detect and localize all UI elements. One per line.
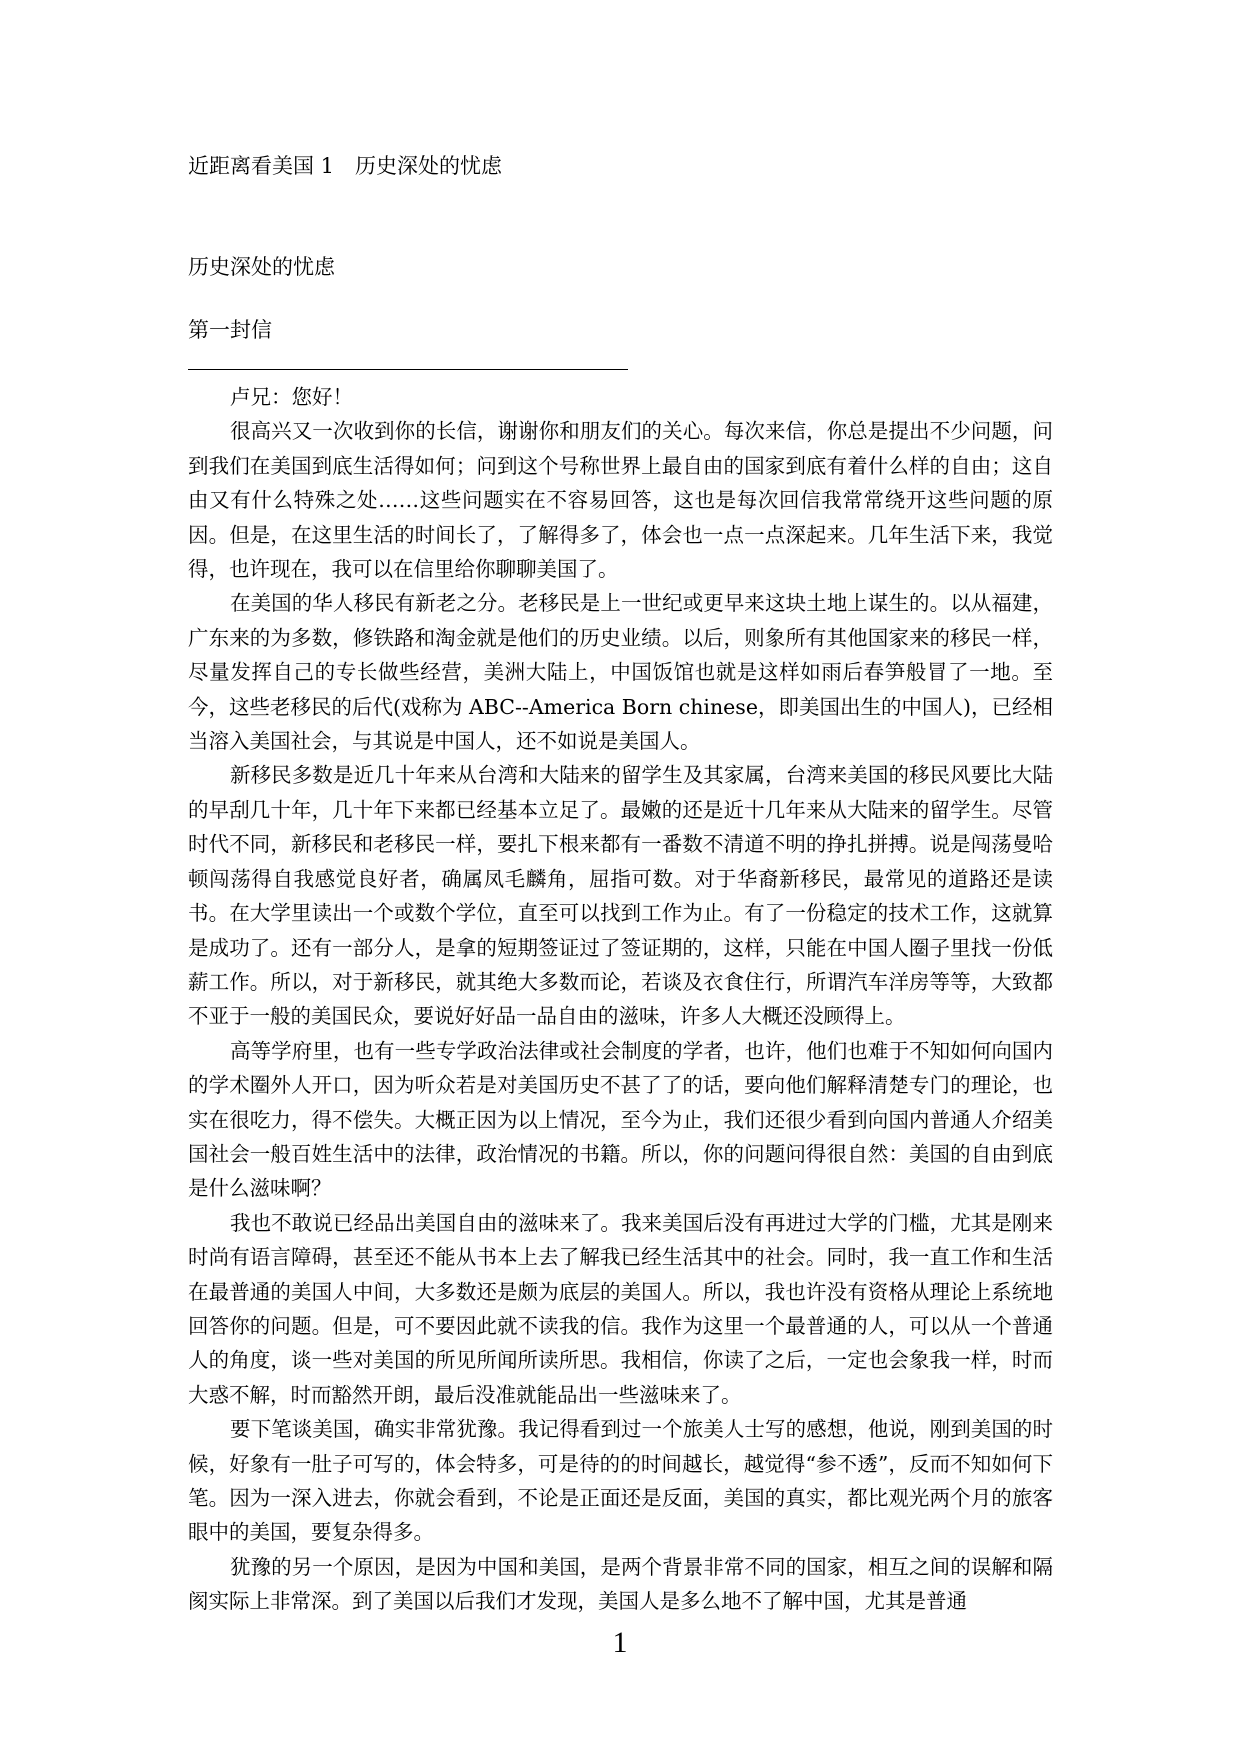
salutation: 卢兄：您好！ — [230, 385, 353, 409]
body-paragraph-4: 高等学府里，也有一些专学政治法律或社会制度的学者，也许，他们也难于不知如何向国内的学术圈外人开口，因为听众若是对美国历史不甚了了的话，要向他们解释清楚专门的理论，也实在很吃力，得不偿失。大概正因为以上情况，至今为止，我们还很少看到向国内普通人介绍美国社会一般百姓生活中的法律，政治情况的书籍。所以，你的问题问得很自然：美国的自由到底是什么滋味啊？ — [188, 1038, 1053, 1201]
letter-title: 第一封信 — [188, 318, 272, 342]
body-paragraph-3: 新移民多数是近几十年来从台湾和大陆来的留学生及其家属，台湾来美国的移民风要比大陆的早刮几十年，几十年下来都已经基本立足了。最嫩的还是近十几年来从大陆来的留学生。尽管时代不同，新移民和老移民一样，要扎下根来都有一番数不清道不明的挣扎拼搏。说是闯荡曼哈顿闯荡得自我感觉良好者，确属凤毛麟角，屈指可数。对于华裔新移民，最常见的道路还是读书。在大学里读出一个或数个学位，直至可以找到工作为止。有了一份稳定的技术工作，这就算是成功了。还有一部分人，是拿的短期签证过了签证期的，这样，只能在中国人圈子里找一份低薪工作。所以，对于新移民，就其绝大多数而论，若谈及衣食住行，所谓汽车洋房等等，大致都不亚于一般的美国民众，要说好好品一品自由的滋味，许多人大概还没顾得上。 — [188, 763, 1053, 1029]
title-divider-line — [188, 369, 628, 370]
page-number: 1 — [612, 1626, 628, 1659]
body-paragraph-2: 在美国的华人移民有新老之分。老移民是上一世纪或更早来这块土地上谋生的。以从福建，广东来的为多数，修铁路和淘金就是他们的历史业绩。以后，则象所有其他国家来的移民一样，尽量发挥自己的专长做些经营，美洲大陆上，中国饭馆也就是这样如雨后春笋般冒了一地。至今，这些老移民的后代(戏称为 ABC--America Born chinese，即美国出生的中国人)，已经相当溶入美国社会，与其说是中国人，还不如说是美国人。 — [188, 591, 1053, 754]
section-title: 历史深处的忧虑 — [188, 255, 335, 279]
document-header-title: 近距离看美国 1 历史深处的忧虑 — [188, 154, 503, 178]
body-paragraph-6: 要下笔谈美国，确实非常犹豫。我记得看到过一个旅美人士写的感想，他说，刚到美国的时候，好象有一肚子可写的，体会特多，可是待的的时间越长，越觉得“参不透”，反而不知如何下笔。因为一深入进去，你就会看到，不论是正面还是反面，美国的真实，都比观光两个月的旅客眼中的美国，要复杂得多。 — [188, 1417, 1053, 1545]
letter-body — [188, 380, 1053, 1619]
body-paragraph-1: 很高兴又一次收到你的长信，谢谢你和朋友们的关心。每次来信，你总是提出不少问题，问到我们在美国到底生活得如何；问到这个号称世界上最自由的国家到底有着什么样的自由；这自由又有什么特殊之处……这些问题实在不容易回答，这也是每次回信我常常绕开这些问题的原因。但是，在这里生活的时间长了，了解得多了，体会也一点一点深起来。几年生活下来，我觉得，也许现在，我可以在信里给你聊聊美国了。 — [188, 419, 1053, 582]
body-paragraph-7: 犹豫的另一个原因，是因为中国和美国，是两个背景非常不同的国家，相互之间的误解和隔阂实际上非常深。到了美国以后我们才发现，美国人是多么地不了解中国，尤其是普通 — [188, 1554, 1053, 1614]
body-paragraph-5: 我也不敢说已经品出美国自由的滋味来了。我来美国后没有再进过大学的门槛，尤其是刚来时尚有语言障碍，甚至还不能从书本上去了解我已经生活其中的社会。同时，我一直工作和生活在最普通的美国人中间，大多数还是颇为底层的美国人。所以，我也许没有资格从理论上系统地回答你的问题。但是，可不要因此就不读我的信。我作为这里一个最普通的人，可以从一个普通人的角度，谈一些对美国的所见所闻所读所思。我相信，你读了之后，一定也会象我一样，时而大惑不解，时而豁然开朗，最后没准就能品出一些滋味来了。 — [188, 1210, 1053, 1407]
